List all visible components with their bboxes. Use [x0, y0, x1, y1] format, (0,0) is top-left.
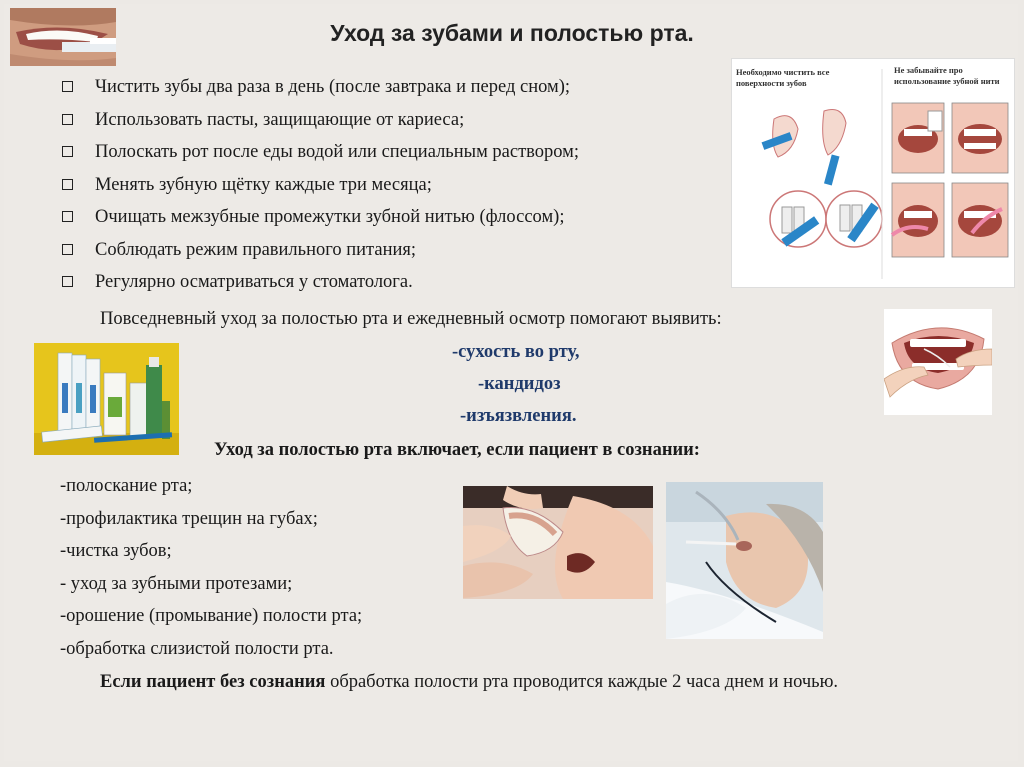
list-item: -обработка слизистой полости рта. [60, 638, 334, 659]
list-item: Очищать межзубные промежутки зубной нитью (флоссом); [60, 205, 579, 238]
list-item: Полоскать рот после еды водой или специальным раствором; [60, 140, 579, 173]
care-list [60, 474, 362, 669]
oral-care-products-photo [34, 343, 179, 455]
intro-text: Повседневный уход за полостью рта и ежедневный осмотр помогают выявить: [100, 309, 722, 329]
list-item: -орошение (промывание) полости рта; [60, 606, 363, 626]
conscious-care-heading: Уход за полостью рта включает, если пациент в сознании: [214, 440, 700, 460]
checkbox-icon [62, 276, 73, 287]
brushing-flossing-diagram [731, 58, 1015, 288]
list-item: Соблюдать режим правильного питания; [60, 238, 579, 271]
final-bold: Если пациент без сознания [100, 672, 326, 692]
list-item: Регулярно осматриваться у стоматолога. [60, 270, 579, 303]
page-title: Уход за зубами и полостью рта. [330, 20, 694, 46]
denture-care-photo [463, 486, 653, 599]
final-rest: обработка полости рта проводится каждые 2 часа днем и ночью. [325, 672, 839, 692]
condition-dry-mouth: -сухость во рту, [452, 342, 580, 362]
flossing-mouth-photo [884, 309, 992, 415]
diagram-caption-left: Необходимо чистить все поверхности зубов [736, 67, 830, 88]
condition-ulceration: -изъязвления. [460, 406, 577, 426]
checkbox-icon [62, 114, 73, 125]
unconscious-care-paragraph [60, 668, 965, 696]
checkbox-icon [62, 146, 73, 157]
list-item: Использовать пасты, защищающие от кариеса; [60, 108, 579, 141]
checkbox-icon [62, 211, 73, 222]
list-item: -полоскание рта; [60, 476, 193, 496]
list-item: Чистить зубы два раза в день (после завтрака и перед сном); [60, 75, 579, 108]
checkbox-icon [62, 244, 73, 255]
list-item: Менять зубную щётку каждые три месяца; [60, 173, 579, 206]
tips-list [60, 75, 579, 303]
condition-candidiasis: -кандидоз [478, 374, 561, 394]
diagram-caption-right: Не забывайте про использование зубной нити [894, 65, 1000, 86]
checkbox-icon [62, 179, 73, 190]
list-item: -профилактика трещин на губах; [60, 508, 318, 529]
patient-oral-irrigation-photo [666, 482, 823, 639]
list-item: -чистка зубов; [60, 541, 172, 561]
list-item: - уход за зубными протезами; [60, 573, 293, 594]
checkbox-icon [62, 81, 73, 92]
